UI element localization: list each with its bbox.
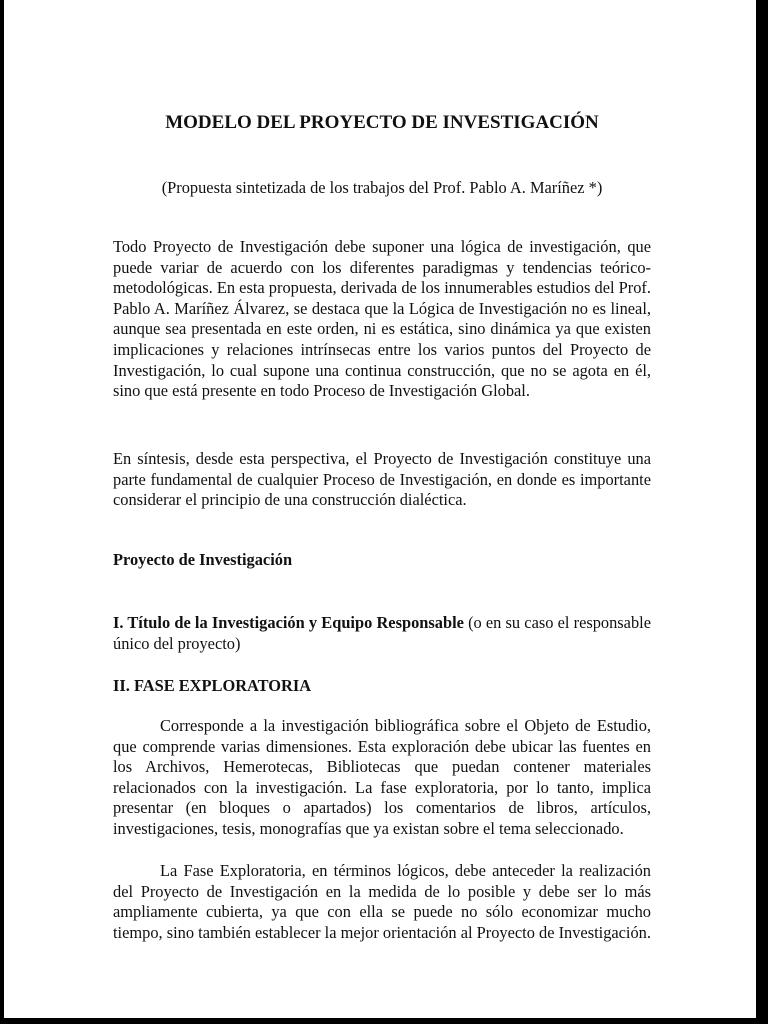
section-1-note: (o en su caso el responsable único del proyecto) — [113, 613, 651, 653]
section-heading-proyecto: Proyecto de Investigación — [113, 550, 293, 569]
intro-paragraph: Todo Proyecto de Investigación debe suponer una lógica de investigación, que puede variar de acuerdo con los diferentes paradigmas y tendencias teórico-metodológicas. En esta propuesta, derivada de los innumerables estudios del Prof. Pablo A. Maríñez Álvarez, se destaca que la Lógica de Investigación no es lineal, aunque sea presentada en este orden, ni es estática, sino dinámica ya que existen implicaciones y relaciones intrínsecas entre los varios puntos del Proyecto de Investigación, lo cual supone una continua construcción, que no se agota en él, sino que está presente en todo Proceso de Investigación Global. — [113, 237, 651, 401]
document-title: MODELO DEL PROYECTO DE INVESTIGACIÓN — [165, 112, 599, 133]
document-page — [4, 0, 756, 1018]
section-heading-fase-exploratoria: II. FASE EXPLORATORIA — [113, 676, 312, 695]
section-1-title — [113, 613, 651, 654]
synthesis-paragraph: En síntesis, desde esta perspectiva, el Proyecto de Investigación constituye una parte fundamental de cualquier Proceso de Investigación, en donde es importante considerar el principio de una construcción dialéctica. — [113, 449, 651, 510]
exploratory-paragraph-1: Corresponde a la investigación bibliográfica sobre el Objeto de Estudio, que comprende varias dimensiones. Esta exploración debe ubicar las fuentes en los Archivos, Hemerotecas, Bibliotecas que puedan contener materiales relacionados con la investigación. La fase exploratoria, por lo tanto, implica presentar (en bloques o apartados) los comentarios de libros, artículos, investigaciones, tesis, monografías que ya existan sobre el tema seleccionado. — [113, 716, 651, 838]
exploratory-paragraph-2: La Fase Exploratoria, en términos lógicos, debe anteceder la realización del Proyecto de Investigación en la medida de lo posible y debe ser lo más ampliamente cubierta, ya que con ella se puede no sólo economizar mucho tiempo, sino también establecer la mejor orientación al Proyecto de Investigación. — [113, 861, 651, 942]
document-subtitle: (Propuesta sintetizada de los trabajos del Prof. Pablo A. Maríñez *) — [161, 178, 603, 197]
section-1-bold-text: I. Título de la Investigación y Equipo Responsable — [113, 613, 464, 632]
